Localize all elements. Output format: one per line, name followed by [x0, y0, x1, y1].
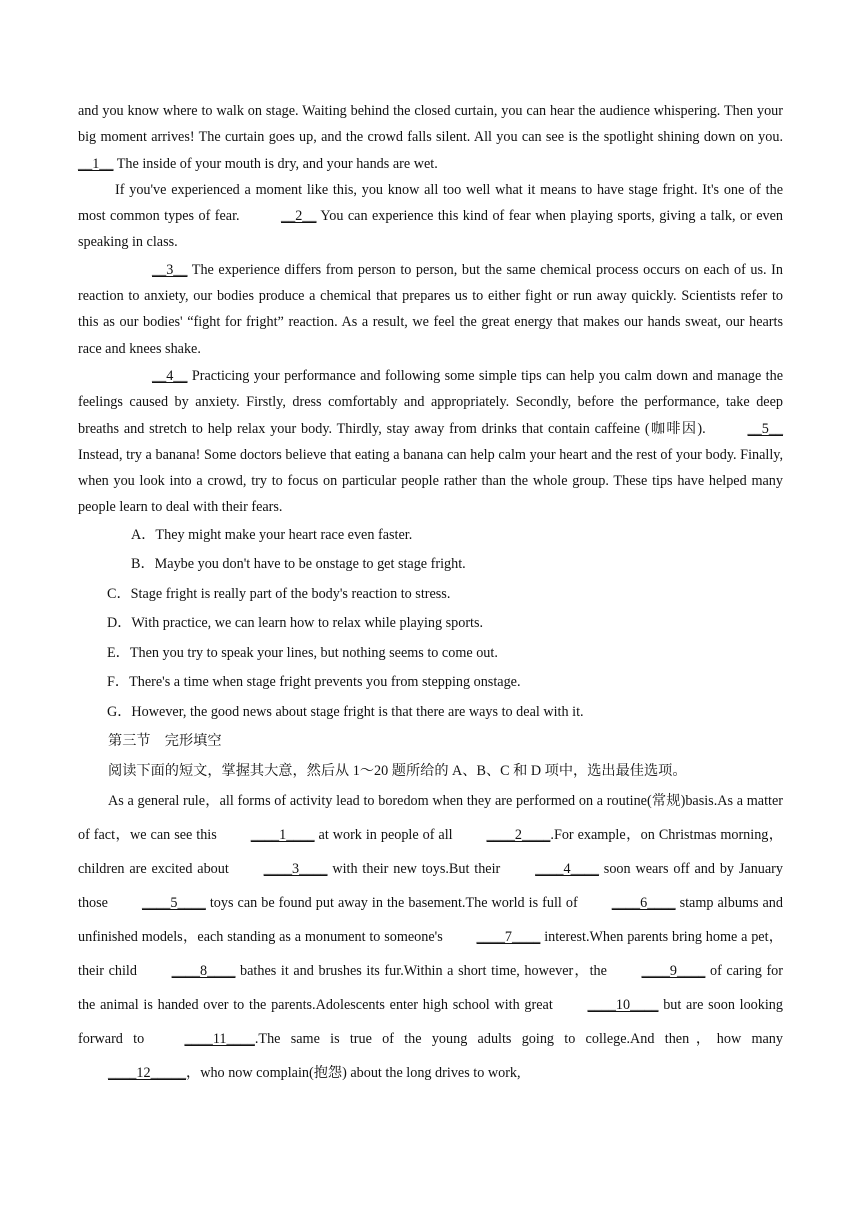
text: bathes it and brushes its fur.Within a short time, however，the — [235, 962, 612, 979]
option-f: F．There's a time when stage fright prevents you from stepping onstage. — [107, 674, 521, 691]
option-g: G．However, the good news about stage fright is that there are ways to deal with it. — [107, 703, 584, 720]
passage1-paragraph-3 — [78, 257, 783, 362]
passage2-paragraph — [78, 785, 783, 1090]
cloze-blank-10: ____10____ — [587, 996, 659, 1013]
cloze-blank-7: ____7____ — [476, 928, 541, 945]
passage1-paragraph-4 — [78, 363, 783, 521]
text: toys can be found put away in the basement.The world is full of — [205, 894, 582, 911]
cloze-blank-9: ____9____ — [641, 962, 706, 979]
text: of caring for the animal is handed over to the parents.Adolescents enter high school with great — [78, 962, 784, 1013]
cloze-blank-3: ____3____ — [263, 861, 328, 878]
option-e: E．Then you try to speak your lines, but nothing seems to come out. — [107, 644, 498, 661]
option-c: C．Stage fright is really part of the body's reaction to stress. — [107, 585, 451, 602]
option-b: B．Maybe you don't have to be onstage to get stage fright. — [131, 556, 466, 573]
text: As a general rule，all forms of activity lead to boredom when they are performed on a routine(常规)basis.As a matter of fact，we can see this — [78, 793, 783, 844]
section-instruction: 阅读下面的短文，掌握其大意，然后从 1～20 题所给的 A、B、C 和 D 项中，选出最佳选项。 — [108, 762, 687, 779]
option-a: A．They might make your heart race even faster. — [131, 526, 413, 543]
option-d: D．With practice, we can learn how to relax while playing sports. — [107, 615, 484, 632]
text: with their new toys.But their — [327, 861, 506, 878]
cloze-blank-12: ____12_____ — [108, 1064, 187, 1081]
text: .The same is true of the young adults going to college.And then，how many — [254, 1030, 783, 1047]
section-title: 第三节 完形填空 — [108, 733, 222, 750]
options-list — [78, 521, 783, 728]
document-page — [78, 98, 783, 1090]
cloze-blank-8: ____8____ — [171, 962, 236, 979]
text: You can experience this kind of fear when playing sports, giving a talk, or even speaking in class. — [78, 208, 783, 251]
blank-3: __3__ — [152, 261, 188, 278]
text: ，who now complain(抱怨) about the long drives to work, — [186, 1064, 521, 1081]
cloze-blank-4: ____4____ — [535, 861, 599, 878]
cloze-blank-11: ____11____ — [184, 1030, 255, 1047]
text: The experience differs from person to person, but the same chemical process occurs on each of us. In reaction to anxiety, our bodies produce a chemical that prepares us to either fight or run away quickly. Scientists refer to this as our bodies' “fight for fright” reaction. As a result, we feel the great energy that makes our hands sweat, our hearts race and knees shake. — [78, 261, 783, 357]
blank-1: __1__ — [78, 155, 114, 172]
text: interest.When parents bring home a pet，their child — [78, 928, 783, 979]
blank-4: __4__ — [152, 367, 188, 384]
text: and you know where to walk on stage. Waiting behind the closed curtain, you can hear the audience whispering. Then your big moment arrives! The curtain goes up, and the crowd falls silent. All you can see is the spotlight shining down on you. — [78, 103, 783, 146]
text: If you've experienced a moment like this, you know all too well what it means to have stage fright. It's one of the most common types of fear. — [78, 181, 783, 225]
cloze-blank-6: ____6____ — [611, 894, 676, 911]
text: Instead, try a banana! Some doctors believe that eating a banana can help calm your heart and the rest of your body. Finally, when you look into a crowd, try to focus on particular people rather than the whole group. These tips have helped many people learn to deal with their fears. — [78, 446, 783, 516]
text: soon wears off and by January those — [78, 861, 783, 911]
text: but are soon looking forward to — [78, 996, 783, 1047]
cloze-blank-2: ____2____ — [486, 827, 551, 844]
blank-2: __2__ — [281, 208, 317, 225]
text: Practicing your performance and following some simple tips can help you calm down and manage the feelings caused by anxiety. Firstly, dress comfortably and appropriately. Secondly, before the performance, take deep breaths and stretch to help relax your body. Thirdly, stay away from drinks that contain caffeine (咖啡因). — [78, 367, 783, 437]
cloze-blank-1: ____1____ — [250, 827, 315, 844]
text: The inside of your mouth is dry, and your hands are wet. — [113, 155, 438, 172]
text: .For example，on Christmas morning，children are excited about — [78, 827, 783, 878]
text: stamp albums and unfinished models，each standing as a monument to someone's — [78, 894, 783, 945]
text: at work in people of all — [314, 827, 457, 844]
cloze-blank-5: ____5____ — [141, 894, 206, 911]
blank-5: __5__ — [747, 420, 783, 437]
passage1-paragraph-1 — [78, 98, 783, 177]
passage1-paragraph-2 — [78, 177, 783, 256]
